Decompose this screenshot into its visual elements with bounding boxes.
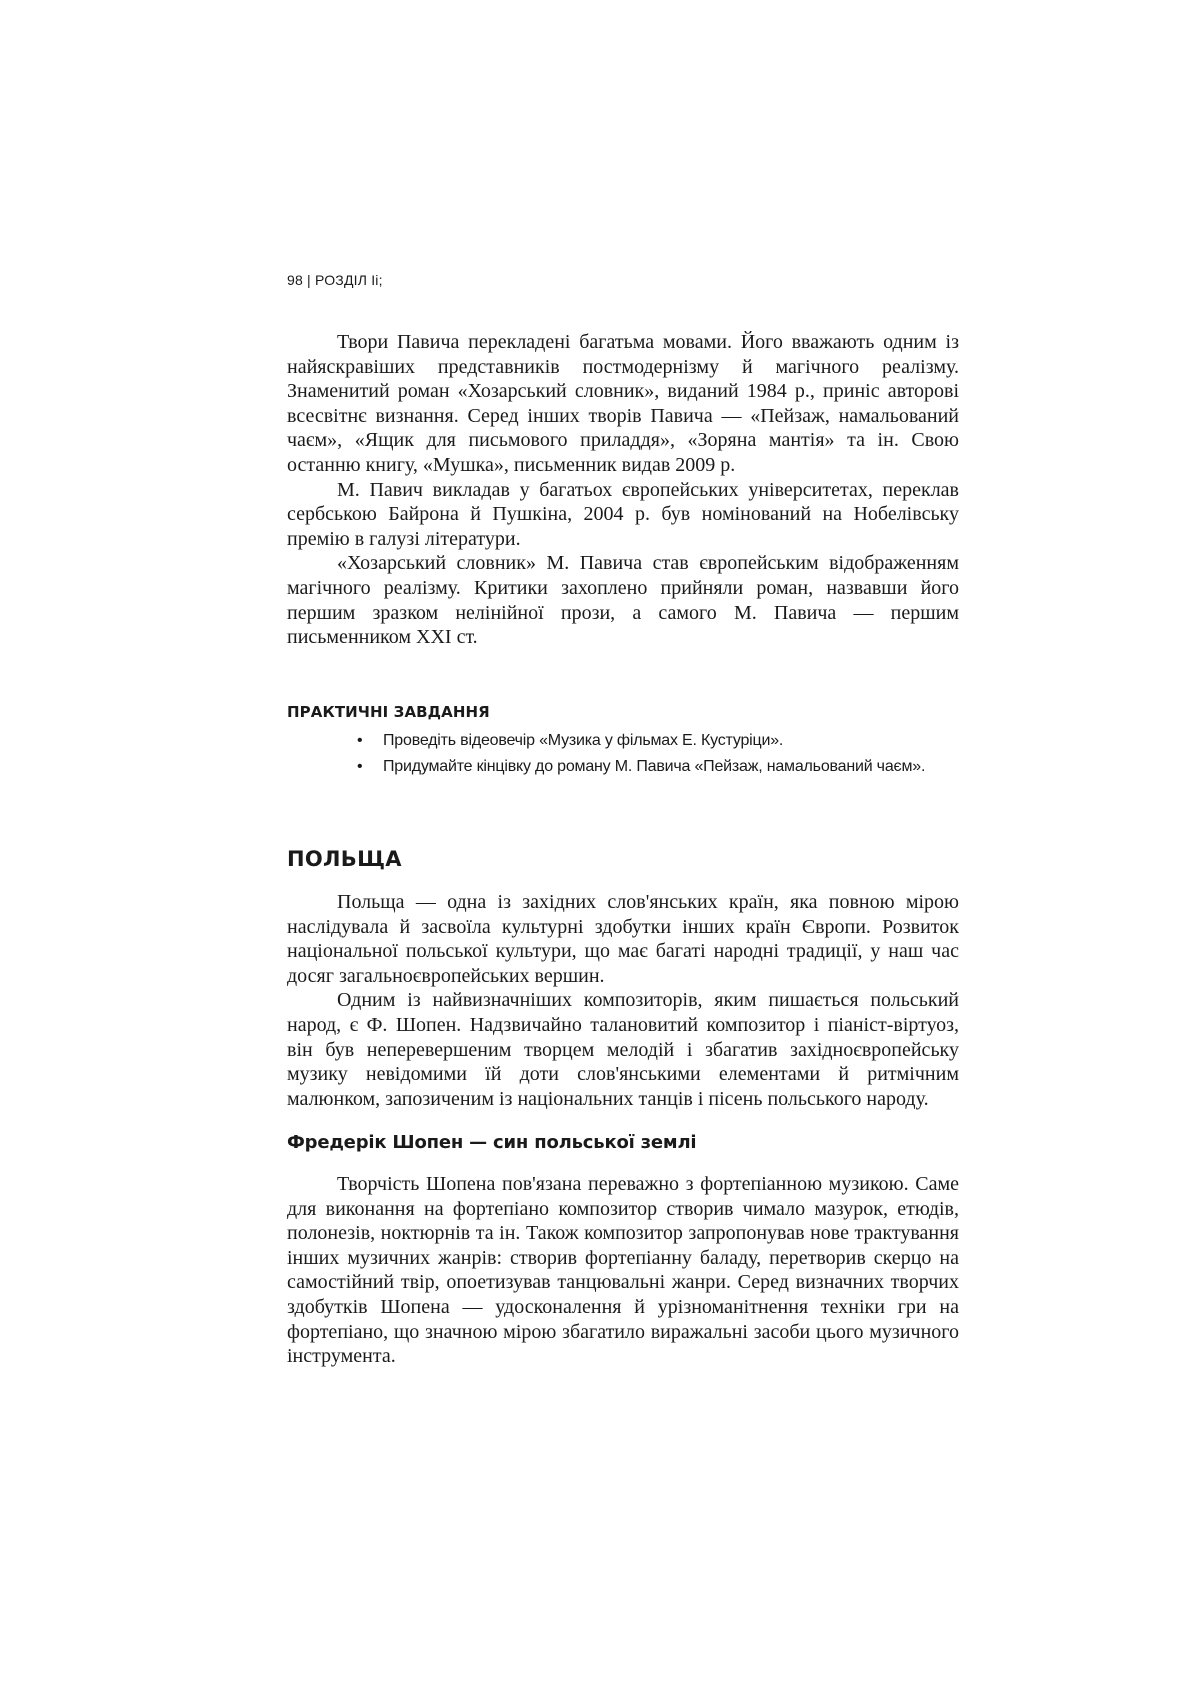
poland-heading: ПОЛЬЩА: [287, 847, 402, 871]
pavic-text-block: [287, 330, 959, 650]
paragraph: Творчість Шопена пов'язана переважно з фортепіанною музикою. Саме для виконання на фортепіано композитор створив чимало мазурок, етюдів, полонезів, ноктюрнів та ін. Також композитор запропонував нове трактування інших музичних жанрів: створив фортепіанну баладу, перетворив скерцо на самостійний твір, опоетизував танцювальні жанри. Серед визначних творчих здобутків Шопена — удосконалення й урізноманітнення техніки гри на фортепіано, що значною мірою збагатило виражальні засоби цього музичного інструмента.: [287, 1173, 959, 1368]
list-item: [355, 728, 925, 754]
practical-tasks-list: [355, 728, 925, 780]
bullet-icon: •: [357, 732, 363, 749]
chopin-subheading: Фредерік Шопен — син польської землі: [287, 1132, 697, 1153]
practical-tasks-heading: ПРАКТИЧНІ ЗАВДАННЯ: [287, 703, 490, 721]
bullet-icon: •: [357, 758, 363, 775]
list-item: [355, 754, 925, 780]
paragraph: Одним із найвизначніших композиторів, яким пишається польський народ, є Ф. Шопен. Надзвичайно талановитий композитор і піаніст-віртуоз, він був неперевершеним творцем мелодій і збагатив західноєвропейську музику невідомими їй доти слов'янськими елементами й ритмічним малюнком, запозиченим із національних танців і пісень польського народу.: [287, 989, 959, 1110]
paragraph: Твори Павича перекладені багатьма мовами. Його вважають одним із найяскравіших представників постмодернізму й магічного реалізму. Знаменитий роман «Хозарський словник», виданий 1984 р., приніс авторові всесвітнє визнання. Серед інших творів Павича — «Пейзаж, намальований чаєм», «Ящик для письмового приладдя», «Зоряна мантія» та ін. Свою останню книгу, «Мушка», письменник видав 2009 р.: [287, 331, 959, 476]
paragraph: «Хозарський словник» М. Павича став європейським відображенням магічного реалізму. Критики захоплено прийняли роман, назвавши його першим зразком нелінійної прози, а самого М. Павича — першим письменником XXI ст.: [287, 552, 959, 649]
task-text: Придумайте кінцівку до роману М. Павича «Пейзаж, намальований чаєм».: [383, 758, 926, 775]
paragraph: М. Павич викладав у багатьох європейських університетах, переклав сербською Байрона й Пушкіна, 2004 р. був номінований на Нобелівську премію в галузі літератури.: [287, 478, 959, 550]
paragraph: Польща — одна із західних слов'янських країн, яка повною мірою наслідувала й засвоїла культурні здобутки інших країн Європи. Розвиток національної польської культури, що має багаті народні традиції, у наш час досяг загальноєвропейських вершин.: [287, 891, 959, 987]
chopin-text-block: [287, 1172, 959, 1369]
poland-text-block: [287, 890, 959, 1111]
running-head: 98 | РОЗДІЛ Ii;: [287, 272, 383, 288]
task-text: Проведіть відеовечір «Музика у фільмах Е. Кустуріци».: [383, 732, 784, 749]
